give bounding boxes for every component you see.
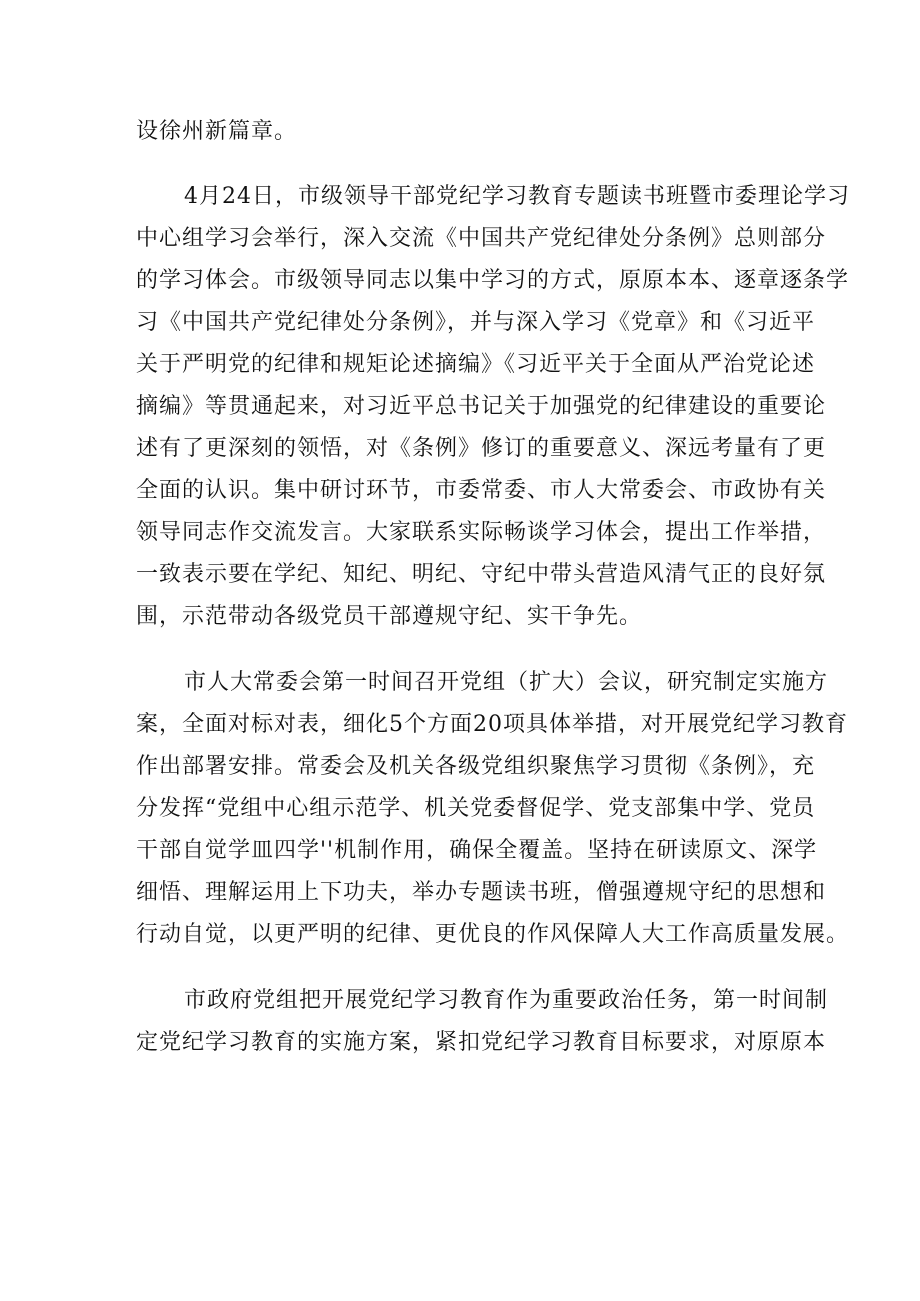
paragraph-2-line-11: 围，示范带动各级党员干部遵规守纪、实干争先。 <box>136 604 643 629</box>
paragraph-3-line-3: 作出部署安排。常委会及机关各级党组织聚焦学习贯彻《条例》，充 <box>136 754 816 779</box>
paragraph-3-line-6: 细悟、理解运用上下功夫，举办专题读书班，僧强遵规守纪的思想和 <box>136 880 827 905</box>
paragraph-1-line-1: 设徐州新篇章。 <box>136 119 298 144</box>
paragraph-4-line-2: 定党纪学习教育的实施方案，紧扣党纪学习教育目标要求，对原原本 <box>136 1030 827 1055</box>
paragraph-2-line-6: 摘编》等贯通起来，对习近平总书记关于加强党的纪律建设的重要论 <box>136 394 827 419</box>
paragraph-2-line-2: 中心组学习会举行，深入交流《中国共产党纪律处分条例》总则部分 <box>136 226 827 251</box>
paragraph-2-line-9: 领导同志作交流发言。大家联系实际畅谈学习体会，提出工作举措， <box>136 520 827 545</box>
paragraph-2-line-1: 4月24日，市级领导干部党纪学习教育专题读书班暨市委理论学习 <box>184 184 850 209</box>
paragraph-2-line-4: 习《中国共产党纪律处分条例》，并与深入学习《党章》和《习近平 <box>136 310 816 335</box>
paragraph-3-line-1: 市人大常委会第一时间召开党组（扩大）会议，研究制定实施方 <box>184 670 829 695</box>
paragraph-2-line-7: 述有了更深刻的领悟，对《条例》修订的重要意义、深远考量有了更 <box>136 436 827 461</box>
paragraph-3-line-7: 行动自觉，以更严明的纪律、更优良的作风保障人大工作高质量发展。 <box>136 922 850 947</box>
paragraph-3-line-5: 干部自觉学皿四学''机制作用，确保全覆盖。坚持在研读原文、深学 <box>136 838 818 863</box>
paragraph-4-line-1: 市政府党组把开展党纪学习教育作为重要政治任务，第一时间制 <box>184 988 829 1013</box>
paragraph-2-line-10: 一致表示要在学纪、知纪、明纪、守纪中带头营造风清气正的良好氛 <box>136 562 827 587</box>
paragraph-2-line-8: 全面的认识。集中研讨环节，市委常委、市人大常委会、市政协有关 <box>136 478 827 503</box>
paragraph-2-line-5: 关于严明党的纪律和规矩论述摘编》《习近平关于全面从严治党论述 <box>136 352 816 377</box>
paragraph-3-line-2: 案，全面对标对表，细化5个方面20项具体举措，对开展党纪学习教育 <box>136 712 848 737</box>
paragraph-3-line-4: 分发挥“党组中心组示范学、机关党委督促学、党支部集中学、党员 <box>136 796 816 821</box>
paragraph-2-line-3: 的学习体会。市级领导同志以集中学习的方式，原原本本、逐章逐条学 <box>136 268 850 293</box>
